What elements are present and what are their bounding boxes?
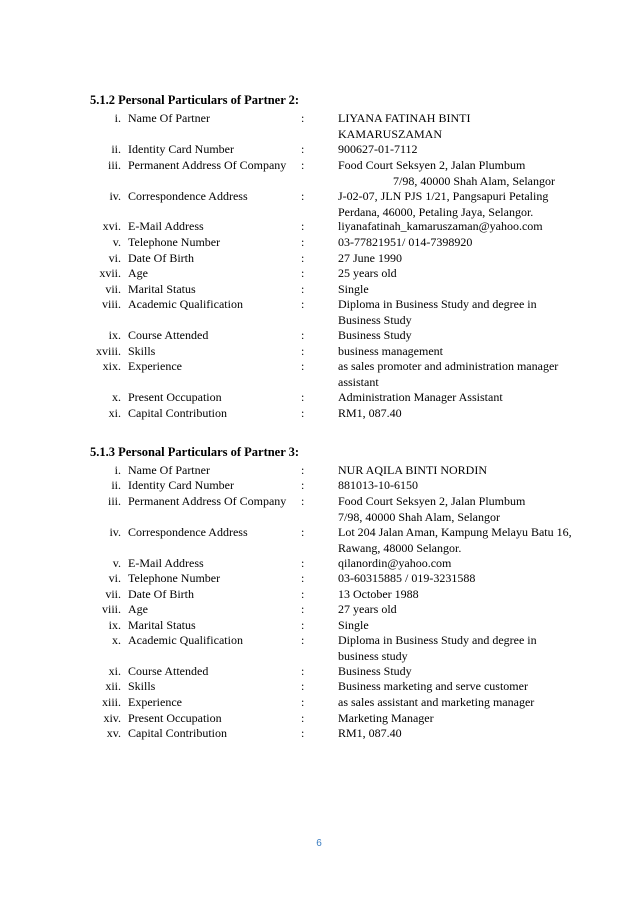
field-value [338,189,583,220]
value-line: 03-77821951/ 014-7398920 [338,235,473,249]
item-number: x. [112,633,121,647]
separator-colon: : [301,406,305,420]
field-label: Age [128,602,148,616]
field-value [338,142,583,158]
field-value [338,344,583,360]
value-line: KAMARUSZAMAN [338,126,443,141]
separator-colon: : [301,390,305,404]
value-line: RM1, 087.40 [338,406,402,420]
field-value [338,633,583,664]
field-label: Capital Contribution [128,726,227,740]
separator-colon: : [301,602,305,616]
field-value [338,494,583,525]
item-number: viii. [101,297,121,311]
field-value [338,478,583,494]
item-number: xiv. [103,711,121,725]
field-value [338,406,583,422]
partner-2-heading: 5.1.2 Personal Particulars of Partner 2: [90,93,300,107]
separator-colon: : [301,664,305,678]
value-line: 900627-01-7112 [338,142,418,156]
value-line: 03-60315885 / 019-3231588 [338,571,476,585]
item-number: v. [112,235,121,249]
value-line: Food Court Seksyen 2, Jalan Plumbum [338,158,526,172]
separator-colon: : [301,556,305,570]
field-value [338,679,583,695]
value-line: business study [338,648,408,663]
field-label: Academic Qualification [128,633,243,647]
field-value [338,390,583,406]
field-value [338,695,583,711]
separator-colon: : [301,587,305,601]
field-value [338,251,583,267]
separator-colon: : [301,158,305,172]
field-label: Permanent Address Of Company [128,158,287,172]
item-number: iii. [107,494,121,508]
field-value [338,556,583,572]
separator-colon: : [301,711,305,725]
value-line: 25 years old [338,266,397,280]
field-value [338,282,583,298]
item-number: i. [114,111,121,125]
partner-3-heading: 5.1.3 Personal Particulars of Partner 3: [90,445,300,459]
separator-colon: : [301,359,305,373]
page-number: 6 [316,838,322,849]
value-line: 7/98, 40000 Shah Alam, Selangor [338,509,500,524]
separator-colon: : [301,494,305,508]
value-line: Marketing Manager [338,711,434,725]
value-line: liyanafatinah_kamaruszaman@yahoo.com [338,219,543,233]
field-label: Course Attended [128,664,209,678]
value-line: NUR AQILA BINTI NORDIN [338,463,487,477]
field-label: Course Attended [128,328,209,342]
separator-colon: : [301,633,305,647]
field-label: Academic Qualification [128,297,243,311]
value-line: Lot 204 Jalan Aman, Kampung Melayu Batu 16, [338,525,572,539]
item-number: ix. [108,328,121,342]
item-number: vi. [108,571,121,585]
value-line: 27 years old [338,602,397,616]
field-value [338,111,583,142]
field-label: Correspondence Address [128,525,248,539]
field-value [338,328,583,344]
value-line: J-02-07, JLN PJS 1/21, Pangsapuri Petaling [338,189,549,203]
field-value [338,664,583,680]
item-number: vii. [105,282,121,296]
item-number: iii. [107,158,121,172]
separator-colon: : [301,525,305,539]
value-line: Rawang, 48000 Selangor. [338,540,462,555]
item-number: iv. [109,189,121,203]
field-label: Skills [128,679,156,693]
value-line: Perdana, 46000, Petaling Jaya, Selangor. [338,204,534,219]
separator-colon: : [301,111,305,125]
field-label: Identity Card Number [128,478,234,492]
field-value [338,602,583,618]
field-label: Permanent Address Of Company [128,494,287,508]
value-line: 881013-10-6150 [338,478,418,492]
field-label: Identity Card Number [128,142,234,156]
field-value [338,726,583,742]
item-number: xvi. [102,219,121,233]
item-number: xviii. [95,344,121,358]
separator-colon: : [301,235,305,249]
separator-colon: : [301,297,305,311]
value-line: Business Study [338,664,412,678]
item-number: xvii. [99,266,121,280]
value-line: as sales assistant and marketing manager [338,695,535,709]
field-label: Skills [128,344,156,358]
value-line: Business marketing and serve customer [338,679,528,693]
field-value [338,711,583,727]
field-value [338,463,583,479]
value-line: LIYANA FATINAH BINTI [338,111,471,125]
field-value [338,266,583,282]
field-value [338,359,583,390]
field-value [338,525,583,556]
item-number: xii. [105,679,121,693]
value-line: RM1, 087.40 [338,726,402,740]
field-label: Correspondence Address [128,189,248,203]
value-line: Administration Manager Assistant [338,390,503,404]
item-number: v. [112,556,121,570]
item-number: viii. [101,602,121,616]
value-line: 13 October 1988 [338,587,419,601]
field-label: Experience [128,695,182,709]
item-number: xiii. [101,695,121,709]
field-label: Age [128,266,148,280]
separator-colon: : [301,463,305,477]
field-value [338,587,583,603]
value-line: Food Court Seksyen 2, Jalan Plumbum [338,494,526,508]
field-label: E-Mail Address [128,219,204,233]
field-label: Name Of Partner [128,463,210,477]
separator-colon: : [301,251,305,265]
separator-colon: : [301,142,305,156]
value-line: qilanordin@yahoo.com [338,556,452,570]
value-line: Single [338,618,369,632]
separator-colon: : [301,478,305,492]
separator-colon: : [301,266,305,280]
separator-colon: : [301,344,305,358]
field-value [338,158,583,189]
field-value [338,219,583,235]
field-label: E-Mail Address [128,556,204,570]
value-line: assistant [338,374,379,389]
field-value [338,235,583,251]
value-line: 27 June 1990 [338,251,402,265]
separator-colon: : [301,219,305,233]
separator-colon: : [301,726,305,740]
value-line: as sales promoter and administration manager [338,359,559,373]
value-line: Diploma in Business Study and degree in [338,633,537,647]
item-number: ii. [111,478,121,492]
field-value [338,297,583,328]
field-label: Capital Contribution [128,406,227,420]
item-number: ix. [108,618,121,632]
separator-colon: : [301,695,305,709]
value-line: business management [338,344,443,358]
item-number: xi. [108,664,121,678]
item-number: i. [114,463,121,477]
separator-colon: : [301,328,305,342]
value-line: Diploma in Business Study and degree in [338,297,537,311]
item-number: vi. [108,251,121,265]
field-value [338,618,583,634]
field-label: Name Of Partner [128,111,210,125]
value-line: Single [338,282,369,296]
separator-colon: : [301,679,305,693]
separator-colon: : [301,571,305,585]
value-line: Business Study [338,312,412,327]
field-value [338,571,583,587]
item-number: x. [112,390,121,404]
field-label: Experience [128,359,182,373]
field-label: Marital Status [128,282,196,296]
separator-colon: : [301,189,305,203]
field-label: Telephone Number [128,235,221,249]
value-line: Business Study [338,328,412,342]
field-label: Present Occupation [128,711,222,725]
item-number: xv. [106,726,121,740]
field-label: Present Occupation [128,390,222,404]
field-label: Telephone Number [128,571,221,585]
value-line: 7/98, 40000 Shah Alam, Selangor [393,173,555,188]
separator-colon: : [301,618,305,632]
item-number: vii. [105,587,121,601]
item-number: xi. [108,406,121,420]
field-label: Marital Status [128,618,196,632]
field-label: Date Of Birth [128,251,194,265]
item-number: ii. [111,142,121,156]
separator-colon: : [301,282,305,296]
item-number: iv. [109,525,121,539]
field-label: Date Of Birth [128,587,194,601]
item-number: xix. [102,359,121,373]
